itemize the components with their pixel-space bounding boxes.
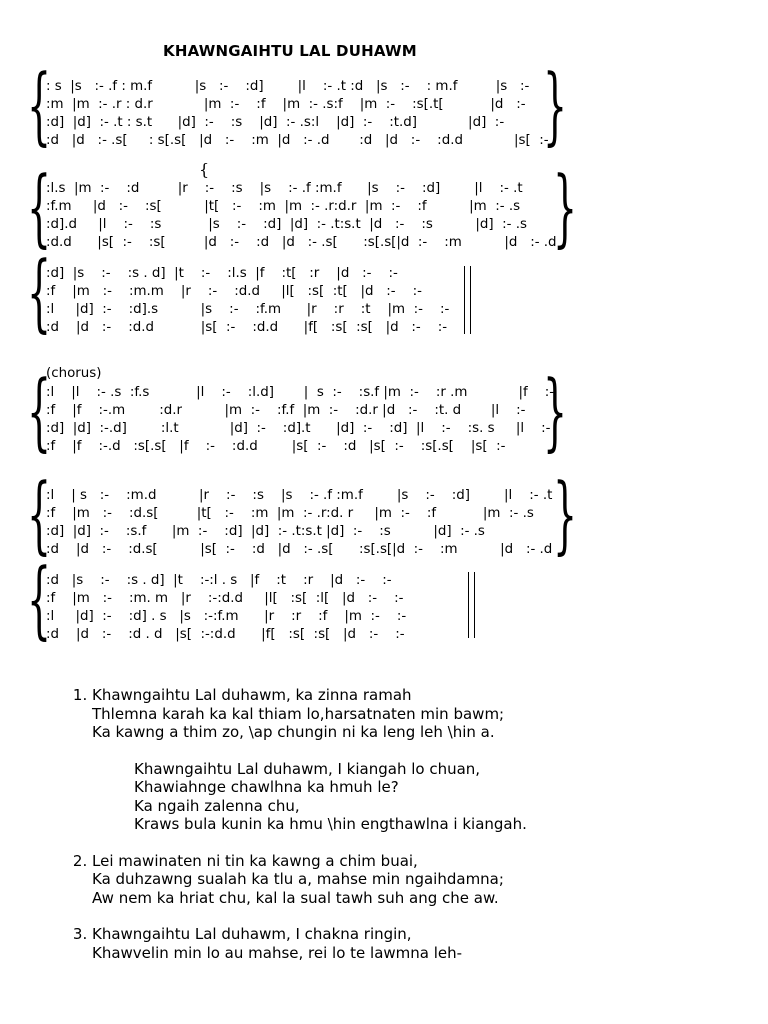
refrain [92,760,768,834]
system-2-soprano: :l.s |m :- :d |r :- :s |s :- .f :m.f |s :- :d] |l :- .t [46,181,523,196]
system-3-left-brace: { [27,243,52,341]
system-3-final-barline [464,266,471,334]
system-4-alto: :f |f :-.m :d.r |m :- :f.f |m :- :d.r |d :- :t. d |l :- [46,403,526,418]
verse-3 [92,925,768,962]
system-1-soprano: : s |s :- .f : m.f |s :- :d] |l :- .t :d |s :- : m.f |s :- [46,79,530,94]
system-4-tenor: :d] |d] :-.d] :l.t |d] :- :d].t |d] :- :d] |l :- :s. s |l :- [46,421,551,436]
system-5-bass: :d |d :- :d.s[ |s[ :- :d |d :- .s[ :s[.s[|d :- :m |d :- .d [46,542,553,557]
system-4-left-brace: { [27,362,52,460]
refrain-line-2: Khawiahnge chawlhna ka hmuh le? [134,778,399,796]
system-6-final-barline [468,572,475,638]
system-2-alto: :f.m |d :- :s[ |t[ :- :m |m :- .r:d.r |m :- :f |m :- .s [46,199,521,214]
verse-2 [92,852,768,908]
system-5-left-brace: { [27,465,52,563]
system-1-tenor: :d] |d] :- .t : s.t |d] :- :s |d] :- .s:l |d] :- :t.d] |d] :- [46,115,505,130]
refrain-line-4: Kraws bula kunin ka hmu \hin engthawlna i kiangah. [134,815,527,833]
refrain-line-3: Ka ngaih zalenna chu, [134,796,300,815]
system-2-left-brace: { [27,158,52,256]
verse-2-line-3: Aw nem ka hriat chu, kal la sual tawh suh ang che aw. [92,888,499,907]
refrain-line-1: Khawngaihtu Lal duhawm, I kiangah lo chuan, [134,759,481,778]
verse-1-line-1: 1. Khawngaihtu Lal duhawm, ka zinna ramah [92,686,412,704]
system-2-right-brace: } [553,158,578,256]
system-5-alto: :f |m :- :d.s[ |t[ :- :m |m :- .r:d. r |m :- :f |m :- .s [46,506,534,521]
system-6-bass: :d |d :- :d . d |s[ :-:d.d |f[ :s[ :s[ |d :- :- [46,627,405,642]
verse-1 [92,686,768,834]
verse-3-line-2: Khawvelin min lo au mahse, rei lo te lawmna leh- [92,943,463,962]
system-1-right-brace: } [543,56,568,154]
system-2-small-brace: { [199,160,210,179]
system-5-tenor: :d] |d] :- :s.f |m :- :d] |d] :- .t:s.t |d] :- :s |d] :- .s [46,524,485,539]
system-3-bass: :d |d :- :d.d |s[ :- :d.d |f[ :s[ :s[ |d :- :- [46,320,448,335]
system-5-right-brace: } [553,465,578,563]
system-5-soprano: :l | s :- :m.d |r :- :s |s :- .f :m.f |s :- :d] |l :- .t [46,488,553,503]
verse-2-line-1: 2. Lei mawinaten ni tin ka kawng a chim buai, [92,851,418,870]
verse-3-line-1: 3. Khawngaihtu Lal duhawm, I chakna ringin, [92,925,412,943]
system-6-tenor: :l |d] :- :d] . s |s :-:f.m |r :r :f |m :- :- [46,609,407,624]
system-4-soprano: :l |l :- .s :f.s |l :- :l.d] | s :- :s.f |m :- :r .m |f :- [46,385,555,400]
hymn-title: KHAWNGAIHTU LAL DUHAWM [163,42,417,60]
system-1-left-brace: { [27,56,52,154]
system-6-soprano: :d |s :- :s . d] |t :-:l . s |f :t :r |d :- :- [46,573,392,588]
verse-1-line-3: Ka kawng a thim zo, \ap chungin ni ka leng leh \hin a. [92,723,495,741]
system-2-tenor: :d].d |l :- :s |s :- :d] |d] :- .t:s.t |d :- :s |d] :- .s [46,217,527,232]
system-2-bass: :d.d |s[ :- :s[ |d :- :d |d :- .s[ :s[.s[|d :- :m |d :- .d [46,235,557,250]
system-1-bass: :d |d :- .s[ : s[.s[ |d :- :m |d :- .d :d |d :- :d.d |s[ :- [46,133,549,148]
system-3-tenor: :l |d] :- :d].s |s :- :f.m |r :r :t |m :- :- [46,302,450,317]
system-3-alto: :f |m :- :m.m |r :- :d.d |l[ :s[ :t[ |d :- :- [46,284,422,299]
verse-2-line-2: Ka duhzawng sualah ka tlu a, mahse min ngaihdamna; [92,870,504,888]
chorus-label: (chorus) [46,366,102,381]
system-6-alto: :f |m :- :m. m |r :-:d.d |l[ :s[ :l[ |d :- :- [46,591,404,606]
system-3-soprano: :d] |s :- :s . d] |t :- :l.s |f :t[ :r |d :- :- [46,266,398,281]
system-6-left-brace: { [27,550,52,648]
system-4-right-brace: } [543,362,568,460]
system-4-bass: :f |f :-.d :s[.s[ |f :- :d.d |s[ :- :d |s[ :- :s[.s[ |s[ :- [46,439,506,454]
system-1-alto: :m |m :- .r : d.r |m :- :f |m :- .s:f |m :- :s[.t[ |d :- [46,97,526,112]
verse-1-line-2: Thlemna karah ka kal thiam lo,harsatnaten min bawm; [92,704,505,723]
verse-list [52,686,768,980]
